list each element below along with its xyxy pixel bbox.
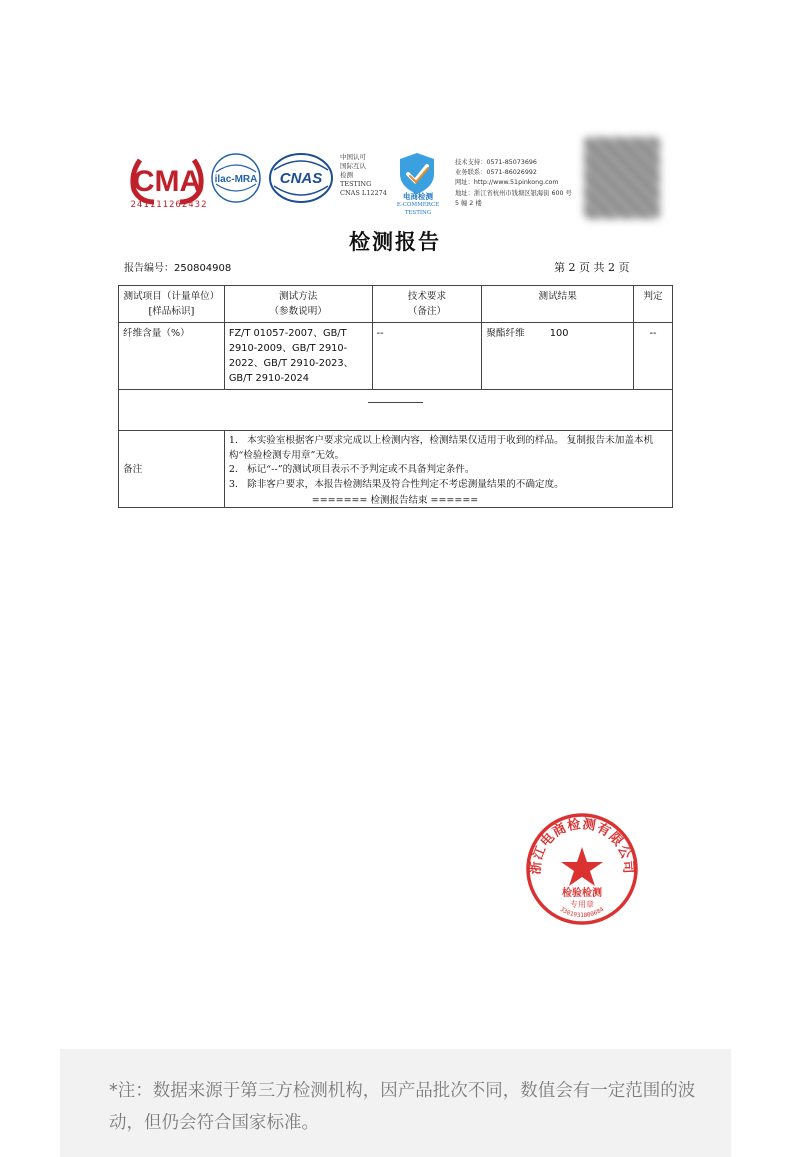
svg-text:CNAS: CNAS [279, 170, 323, 187]
header-test-method: 测试方法 （参数说明） [224, 286, 372, 323]
result-fiber-value: 100 [549, 328, 569, 339]
notes-label: 备注 [119, 431, 225, 508]
result-fiber-name: 聚酯纤维 [486, 328, 525, 339]
disclaimer-box [60, 1049, 731, 1157]
cma-certificate-number: 241111262432 [130, 200, 208, 210]
note-item-2: 2. 标记“--”的测试项目表示不予判定或不具备判定条件。 [228, 464, 475, 475]
cell-test-item: 纤维含量（%） [119, 323, 225, 390]
svg-text:专用章: 专用章 [570, 900, 594, 909]
report-title: 检测报告 [349, 229, 441, 254]
test-results-table [118, 285, 673, 508]
note-item-1: 1. 本实验室根据客户要求完成以上检测内容，检测结果仅适用于收到的样品。 复制报告未加盖本机构“检验检测专用章”无效。 [228, 435, 654, 461]
header-test-item: 测试项目（计量单位） [样品标识] [119, 286, 225, 323]
blank-divider [368, 402, 423, 403]
table-blank-row [119, 390, 673, 431]
cell-judgement: -- [634, 323, 673, 390]
cell-result [482, 323, 634, 390]
svg-text:ilac-MRA: ilac-MRA [214, 174, 258, 185]
report-number: 报告编号：250804908 [124, 263, 232, 274]
cnas-logo [268, 152, 334, 204]
lab-contact-info: 技术支持：0571-85073696 业务联系：0571-86026992 网址：http://www.51pinkong.com 地址：浙江省杭州市钱塘区银海街 600 号 5 幢 2 楼 [455, 159, 572, 207]
cell-test-method: FZ/T 01057-2007、GB/T 2910-2009、GB/T 2910-2022、GB/T 2910-2023、GB/T 2910-2024 [224, 323, 372, 390]
cell-requirement: -- [372, 323, 482, 390]
svg-text:3301931000684: 3301931000684 [558, 905, 606, 920]
report-end-mark: ======= 检测报告结束 ====== [311, 495, 479, 506]
header-judgement: 判定 [634, 286, 673, 323]
svg-text:浙江电商检测有限公司: 浙江电商检测有限公司 [528, 816, 636, 875]
ilac-mra-logo [210, 152, 262, 204]
header-result: 测试结果 [482, 286, 634, 323]
ecommerce-testing-shield-icon [394, 150, 440, 196]
table-header-row [119, 286, 673, 323]
svg-text:检验检测: 检验检测 [562, 888, 602, 899]
official-seal-stamp [525, 812, 639, 926]
table-row [119, 323, 673, 390]
header-requirement: 技术要求 （备注） [372, 286, 482, 323]
qr-code [584, 137, 660, 219]
cnas-caption: 中国认可 国际互认 检测 TESTING CNAS L12274 [340, 153, 387, 197]
note-item-3: 3. 除非客户要求，本报告检测结果及符合性判定不考虑测量结果的不确定度。 [228, 478, 564, 490]
disclaimer-text: *注：数据来源于第三方检测机构，因产品批次不同，数值会有一定范围的波动，但仍会符合国家标准。 [109, 1081, 696, 1133]
ecommerce-testing-label: 电商检测 E-COMMERCE TESTING [396, 192, 440, 216]
svg-text:CMA: CMA [132, 165, 202, 198]
page-indicator: 第 2 页 共 2 页 [554, 261, 630, 274]
